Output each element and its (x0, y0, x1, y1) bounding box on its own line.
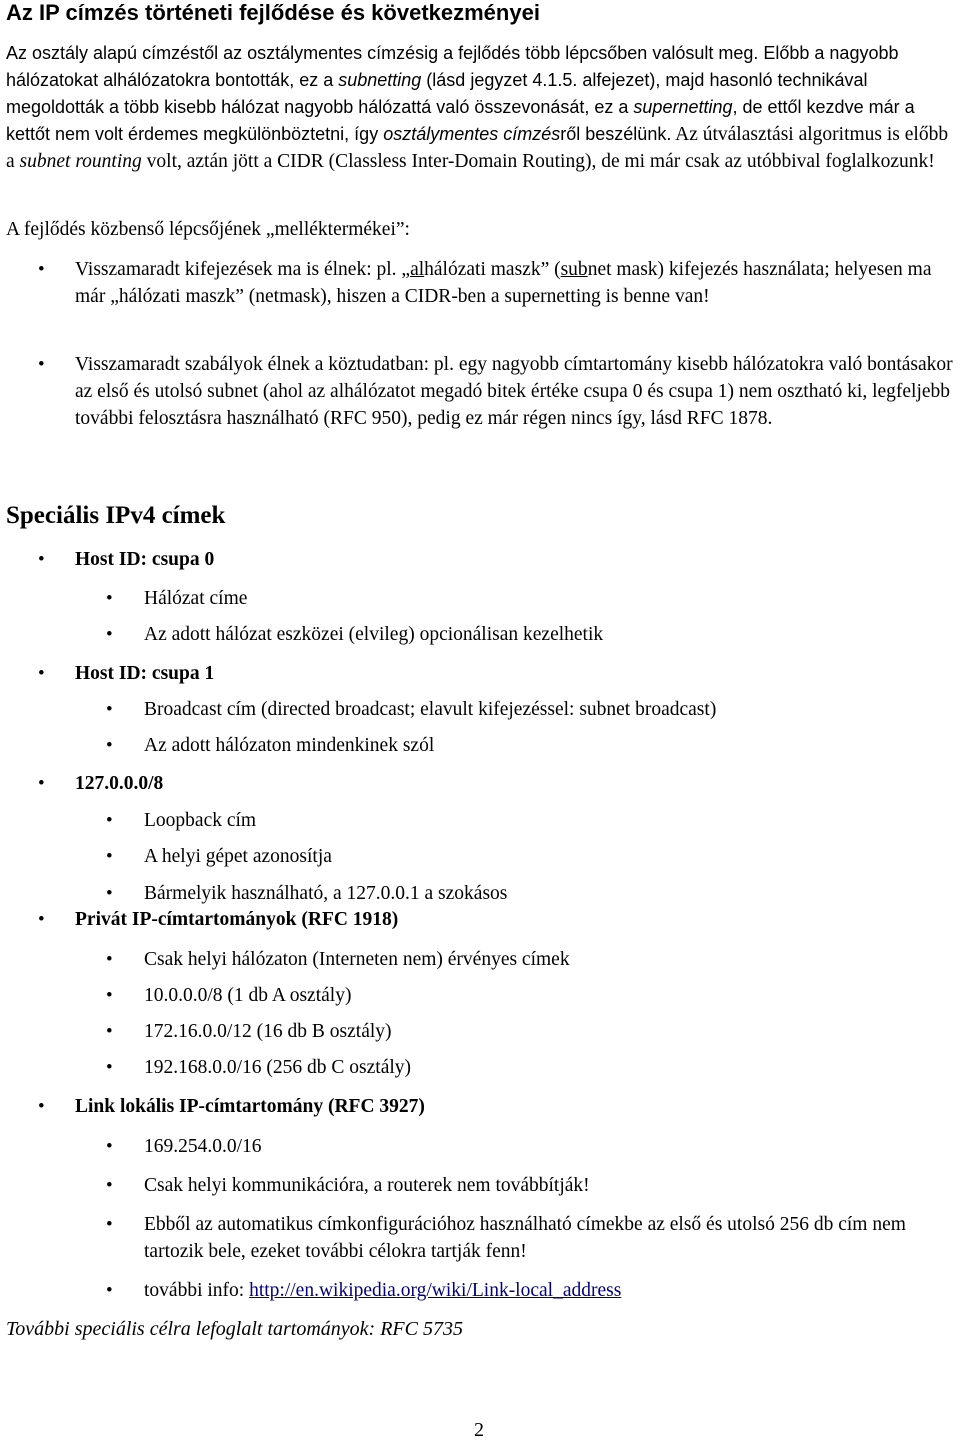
page-number: 2 (474, 1419, 484, 1441)
intro-paragraph (6, 40, 956, 175)
bullet-icon: • (106, 735, 113, 756)
bullet-icon: • (38, 259, 45, 280)
intro-text-2: (lásd jegyzet 4.1.5. alfejezet), majd hasonló technikával megoldották a több kisebb hálózat nagyobb hálózattá való összevonását, ez a (6, 70, 868, 117)
group-label-link-local: Link lokális IP-címtartomány (RFC 3927) (75, 1096, 425, 1117)
list-item: Broadcast cím (directed broadcast; elavult kifejezéssel: subnet broadcast) (144, 699, 717, 720)
bullet-icon: • (106, 1175, 113, 1196)
byproduct-text: Visszamaradt kifejezések ma is élnek: pl. „ (75, 259, 411, 280)
underlined-prefix-sub: sub (560, 259, 588, 280)
bullet-icon: • (106, 1021, 113, 1042)
bullet-icon: • (38, 663, 45, 684)
footer-note: További speciális célra lefoglalt tartományok: RFC 5735 (6, 1318, 463, 1340)
bullet-icon: • (38, 1096, 45, 1117)
intro-text-5: Az útválasztási algoritmus is előbb a (6, 124, 949, 172)
bullet-icon: • (106, 883, 113, 904)
bullet-icon: • (106, 624, 113, 645)
underlined-prefix-al: al (410, 259, 425, 280)
bullet-icon: • (106, 949, 113, 970)
intro-term-subnetting: subnetting (338, 70, 422, 90)
list-item: Bármelyik használható, a 127.0.0.1 a szokásos (144, 883, 508, 904)
intro-text-6: volt, aztán jött a CIDR (Classless Inter-Domain Routing), de mi már csak az utóbbival foglalkozunk! (141, 151, 935, 172)
list-item: Csak helyi kommunikációra, a routerek nem továbbítják! (144, 1175, 590, 1196)
bullet-icon: • (106, 1280, 113, 1301)
list-item: Ebből az automatikus címkonfigurációhoz használható címekbe az első és utolsó 256 db cím nem tartozik bele, ezeket további célokra tartják fenn! (144, 1214, 906, 1262)
intro-text-1: Az osztály alapú címzéstől az osztálymentes címzésig a fejlődés több lépcsőben valósult meg. Előbb a nagyobb hálózatokat alhálózatokra bontották, ez a (6, 43, 899, 90)
list-item: Az adott hálózaton mindenkinek szól (144, 735, 435, 756)
byproduct-text: hálózati maszk” ( (424, 259, 561, 280)
page-title: Az IP címzés történeti fejlődése és következményei (6, 0, 540, 25)
list-item: Csak helyi hálózaton (Interneten nem) érvényes címek (144, 949, 570, 970)
bullet-icon: • (106, 846, 113, 867)
list-item: 172.16.0.0/12 (16 db B osztály) (144, 1021, 392, 1042)
bullet-icon: • (106, 810, 113, 831)
intro-term-subnet-routing: subnet rounting (19, 151, 142, 172)
intro-text-4: ről beszélünk. (560, 124, 672, 144)
bullet-icon: • (106, 1136, 113, 1157)
intro-term-supernetting: supernetting (633, 97, 733, 117)
intro-term-classless: osztálymentes címzés (383, 124, 561, 144)
wikipedia-link[interactable]: http://en.wikipedia.org/wiki/Link-local_address (249, 1280, 622, 1301)
list-item: 169.254.0.0/16 (144, 1136, 262, 1157)
intro-text-3: , de ettől kezdve már a kettőt nem volt érdemes megkülönböztetni, így (6, 97, 915, 144)
bullet-icon: • (106, 1057, 113, 1078)
bullet-icon: • (106, 588, 113, 609)
bullet-icon: • (38, 354, 45, 375)
group-label-private: Privát IP-címtartományok (RFC 1918) (75, 909, 399, 930)
byproduct-item-2: Visszamaradt szabályok élnek a köztudatban: pl. egy nagyobb címtartomány kisebb hálózatokra való bontásakor az első és utolsó subnet (ahol az alhálózatot megadó bitek értéke csupa 0 és csupa 1) nem osztható ki, legfeljebb további felosztásra használható (RFC 950), pedig ez már régen nincs így, lásd RFC 1878. (75, 354, 953, 429)
section-heading-special: Speciális IPv4 címek (6, 502, 226, 529)
byproduct-item-1 (75, 256, 957, 310)
list-item: Hálózat címe (144, 588, 248, 609)
byproducts-heading: A fejlődés közbenső lépcsőjének „melléktermékei”: (6, 219, 410, 240)
list-item: 10.0.0.0/8 (1 db A osztály) (144, 985, 352, 1006)
bullet-icon: • (106, 699, 113, 720)
bullet-icon: • (106, 985, 113, 1006)
bullet-icon: • (38, 909, 45, 930)
group-label-host-zero: Host ID: csupa 0 (75, 549, 215, 570)
group-label-loopback: 127.0.0.0/8 (75, 773, 164, 794)
bullet-icon: • (38, 549, 45, 570)
list-item-info (144, 1277, 621, 1304)
group-label-host-one: Host ID: csupa 1 (75, 663, 215, 684)
list-item: 192.168.0.0/16 (256 db C osztály) (144, 1057, 412, 1078)
bullet-icon: • (38, 773, 45, 794)
bullet-icon: • (106, 1214, 113, 1235)
list-item: Az adott hálózat eszközei (elvileg) opcionálisan kezelhetik (144, 624, 604, 645)
info-prefix: további info: (144, 1280, 250, 1301)
list-item: A helyi gépet azonosítja (144, 846, 332, 867)
list-item: Loopback cím (144, 810, 257, 831)
byproduct-text: net mask) kifejezés használata; helyesen ma már „hálózati maszk” (netmask), hiszen a CIDR-ben a supernetting is benne van! (75, 259, 932, 307)
